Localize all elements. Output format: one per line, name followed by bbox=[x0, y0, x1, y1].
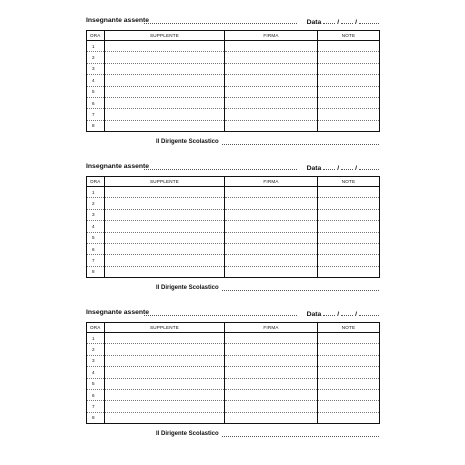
date-separator: / bbox=[337, 19, 340, 26]
substitute-cell[interactable] bbox=[105, 401, 225, 412]
date-day-field[interactable] bbox=[323, 17, 335, 24]
date-field[interactable] bbox=[307, 163, 379, 172]
notes-cell[interactable] bbox=[318, 355, 380, 366]
column-header-firma: FIRMA bbox=[225, 323, 318, 333]
column-header-note: NOTE bbox=[318, 31, 380, 41]
notes-cell[interactable] bbox=[318, 198, 380, 209]
table-row bbox=[87, 378, 380, 389]
date-field[interactable] bbox=[307, 309, 379, 318]
substitution-form bbox=[86, 160, 379, 294]
notes-cell[interactable] bbox=[318, 63, 380, 74]
signature-cell[interactable] bbox=[225, 243, 318, 254]
notes-cell[interactable] bbox=[318, 367, 380, 378]
hour-number: 7 bbox=[87, 255, 105, 266]
principal-label: Il Dirigente Scolastico bbox=[156, 431, 219, 438]
hour-number: 4 bbox=[87, 75, 105, 86]
hour-number: 5 bbox=[87, 378, 105, 389]
substitute-cell[interactable] bbox=[105, 243, 225, 254]
column-header-ora: ORA bbox=[87, 177, 105, 187]
substitute-cell[interactable] bbox=[105, 221, 225, 232]
signature-cell[interactable] bbox=[225, 86, 318, 97]
hour-number: 5 bbox=[87, 86, 105, 97]
form-footer bbox=[86, 136, 379, 148]
substitution-table bbox=[86, 176, 380, 278]
substitute-cell[interactable] bbox=[105, 344, 225, 355]
date-day-field[interactable] bbox=[323, 309, 335, 316]
table-row bbox=[87, 389, 380, 400]
table-header-row bbox=[87, 323, 380, 333]
absent-teacher-field[interactable] bbox=[144, 23, 297, 24]
substitution-table bbox=[86, 30, 380, 132]
substitute-cell[interactable] bbox=[105, 232, 225, 243]
signature-cell[interactable] bbox=[225, 41, 318, 52]
signature-cell[interactable] bbox=[225, 52, 318, 63]
substitute-cell[interactable] bbox=[105, 41, 225, 52]
notes-cell[interactable] bbox=[318, 266, 380, 277]
signature-cell[interactable] bbox=[225, 109, 318, 120]
signature-cell[interactable] bbox=[225, 198, 318, 209]
hour-number: 8 bbox=[87, 120, 105, 131]
notes-cell[interactable] bbox=[318, 109, 380, 120]
date-day-field[interactable] bbox=[323, 163, 335, 170]
absent-teacher-field[interactable] bbox=[144, 169, 297, 170]
form-footer bbox=[86, 428, 379, 440]
signature-cell[interactable] bbox=[225, 367, 318, 378]
table-row bbox=[87, 243, 380, 254]
date-year-field[interactable] bbox=[359, 163, 379, 170]
table-row bbox=[87, 266, 380, 277]
notes-cell[interactable] bbox=[318, 97, 380, 108]
notes-cell[interactable] bbox=[318, 221, 380, 232]
table-row bbox=[87, 109, 380, 120]
date-separator: / bbox=[337, 165, 340, 172]
table-row bbox=[87, 97, 380, 108]
substitute-cell[interactable] bbox=[105, 120, 225, 131]
hour-number: 3 bbox=[87, 355, 105, 366]
signature-cell[interactable] bbox=[225, 378, 318, 389]
column-header-supplente: SUPPLENTE bbox=[105, 177, 225, 187]
notes-cell[interactable] bbox=[318, 412, 380, 423]
table-row bbox=[87, 198, 380, 209]
table-row bbox=[87, 41, 380, 52]
hour-number: 5 bbox=[87, 232, 105, 243]
signature-cell[interactable] bbox=[225, 63, 318, 74]
signature-cell[interactable] bbox=[225, 75, 318, 86]
column-header-supplente: SUPPLENTE bbox=[105, 31, 225, 41]
table-row bbox=[87, 232, 380, 243]
hour-number: 4 bbox=[87, 367, 105, 378]
table-row bbox=[87, 75, 380, 86]
table-row bbox=[87, 86, 380, 97]
substitute-cell[interactable] bbox=[105, 333, 225, 344]
table-row bbox=[87, 333, 380, 344]
notes-cell[interactable] bbox=[318, 75, 380, 86]
date-separator: / bbox=[355, 165, 357, 172]
notes-cell[interactable] bbox=[318, 232, 380, 243]
hour-number: 3 bbox=[87, 63, 105, 74]
hour-number: 8 bbox=[87, 412, 105, 423]
substitute-cell[interactable] bbox=[105, 52, 225, 63]
substitution-form bbox=[86, 14, 379, 148]
date-month-field[interactable] bbox=[341, 309, 353, 316]
hour-number: 8 bbox=[87, 266, 105, 277]
substitute-cell[interactable] bbox=[105, 97, 225, 108]
notes-cell[interactable] bbox=[318, 52, 380, 63]
notes-cell[interactable] bbox=[318, 243, 380, 254]
date-label: Data bbox=[306, 311, 322, 318]
substitute-cell[interactable] bbox=[105, 198, 225, 209]
substitute-cell[interactable] bbox=[105, 209, 225, 220]
notes-cell[interactable] bbox=[318, 86, 380, 97]
absent-teacher-field[interactable] bbox=[144, 315, 297, 316]
notes-cell[interactable] bbox=[318, 389, 380, 400]
date-separator: / bbox=[355, 311, 357, 318]
table-header-row bbox=[87, 177, 380, 187]
substitute-cell[interactable] bbox=[105, 63, 225, 74]
signature-cell[interactable] bbox=[225, 120, 318, 131]
notes-cell[interactable] bbox=[318, 333, 380, 344]
substitute-cell[interactable] bbox=[105, 378, 225, 389]
hour-number: 6 bbox=[87, 389, 105, 400]
date-separator: / bbox=[337, 311, 340, 318]
substitute-cell[interactable] bbox=[105, 412, 225, 423]
hour-number: 1 bbox=[87, 187, 105, 198]
notes-cell[interactable] bbox=[318, 187, 380, 198]
table-row bbox=[87, 401, 380, 412]
substitute-cell[interactable] bbox=[105, 187, 225, 198]
hour-number: 2 bbox=[87, 344, 105, 355]
signature-cell[interactable] bbox=[225, 333, 318, 344]
notes-cell[interactable] bbox=[318, 41, 380, 52]
date-year-field[interactable] bbox=[359, 17, 379, 24]
table-header-row bbox=[87, 31, 380, 41]
table-row bbox=[87, 187, 380, 198]
substitute-cell[interactable] bbox=[105, 367, 225, 378]
table-row bbox=[87, 63, 380, 74]
form-header bbox=[86, 160, 379, 174]
principal-signature-field[interactable] bbox=[222, 144, 379, 145]
hour-number: 2 bbox=[87, 198, 105, 209]
principal-label: Il Dirigente Scolastico bbox=[156, 285, 219, 292]
signature-cell[interactable] bbox=[225, 389, 318, 400]
hour-number: 6 bbox=[87, 243, 105, 254]
table-row bbox=[87, 412, 380, 423]
signature-cell[interactable] bbox=[225, 412, 318, 423]
column-header-firma: FIRMA bbox=[225, 31, 318, 41]
date-separator: / bbox=[355, 19, 357, 26]
table-row bbox=[87, 344, 380, 355]
column-header-ora: ORA bbox=[87, 31, 105, 41]
substitute-cell[interactable] bbox=[105, 75, 225, 86]
column-header-note: NOTE bbox=[318, 323, 380, 333]
signature-cell[interactable] bbox=[225, 401, 318, 412]
hour-number: 7 bbox=[87, 401, 105, 412]
date-label: Data bbox=[306, 165, 322, 172]
hour-number: 3 bbox=[87, 209, 105, 220]
substitute-cell[interactable] bbox=[105, 255, 225, 266]
signature-cell[interactable] bbox=[225, 209, 318, 220]
signature-cell[interactable] bbox=[225, 344, 318, 355]
table-row bbox=[87, 367, 380, 378]
substitute-cell[interactable] bbox=[105, 355, 225, 366]
signature-cell[interactable] bbox=[225, 255, 318, 266]
signature-cell[interactable] bbox=[225, 187, 318, 198]
substitute-cell[interactable] bbox=[105, 86, 225, 97]
substitute-cell[interactable] bbox=[105, 109, 225, 120]
table-row bbox=[87, 255, 380, 266]
column-header-firma: FIRMA bbox=[225, 177, 318, 187]
date-year-field[interactable] bbox=[359, 309, 379, 316]
hour-number: 2 bbox=[87, 52, 105, 63]
substitute-cell[interactable] bbox=[105, 389, 225, 400]
absent-teacher-label: Insegnante assente bbox=[86, 17, 150, 24]
hour-number: 1 bbox=[87, 333, 105, 344]
absent-teacher-label: Insegnante assente bbox=[86, 163, 150, 170]
form-header bbox=[86, 14, 379, 28]
signature-cell[interactable] bbox=[225, 266, 318, 277]
table-row bbox=[87, 120, 380, 131]
hour-number: 1 bbox=[87, 41, 105, 52]
notes-cell[interactable] bbox=[318, 209, 380, 220]
principal-signature-field[interactable] bbox=[222, 290, 379, 291]
table-row bbox=[87, 221, 380, 232]
form-header bbox=[86, 306, 379, 320]
substitute-cell[interactable] bbox=[105, 266, 225, 277]
substitution-table bbox=[86, 322, 380, 424]
notes-cell[interactable] bbox=[318, 255, 380, 266]
signature-cell[interactable] bbox=[225, 97, 318, 108]
column-header-ora: ORA bbox=[87, 323, 105, 333]
hour-number: 4 bbox=[87, 221, 105, 232]
hour-number: 6 bbox=[87, 97, 105, 108]
date-field[interactable] bbox=[307, 17, 379, 26]
column-header-supplente: SUPPLENTE bbox=[105, 323, 225, 333]
notes-cell[interactable] bbox=[318, 344, 380, 355]
table-row bbox=[87, 209, 380, 220]
signature-cell[interactable] bbox=[225, 221, 318, 232]
table-row bbox=[87, 355, 380, 366]
date-month-field[interactable] bbox=[341, 163, 353, 170]
principal-label: Il Dirigente Scolastico bbox=[156, 139, 219, 146]
principal-signature-field[interactable] bbox=[222, 436, 379, 437]
date-month-field[interactable] bbox=[341, 17, 353, 24]
signature-cell[interactable] bbox=[225, 232, 318, 243]
notes-cell[interactable] bbox=[318, 401, 380, 412]
hour-number: 7 bbox=[87, 109, 105, 120]
substitution-form bbox=[86, 306, 379, 440]
notes-cell[interactable] bbox=[318, 378, 380, 389]
notes-cell[interactable] bbox=[318, 120, 380, 131]
signature-cell[interactable] bbox=[225, 355, 318, 366]
date-label: Data bbox=[306, 19, 322, 26]
form-footer bbox=[86, 282, 379, 294]
column-header-note: NOTE bbox=[318, 177, 380, 187]
absent-teacher-label: Insegnante assente bbox=[86, 309, 150, 316]
table-row bbox=[87, 52, 380, 63]
